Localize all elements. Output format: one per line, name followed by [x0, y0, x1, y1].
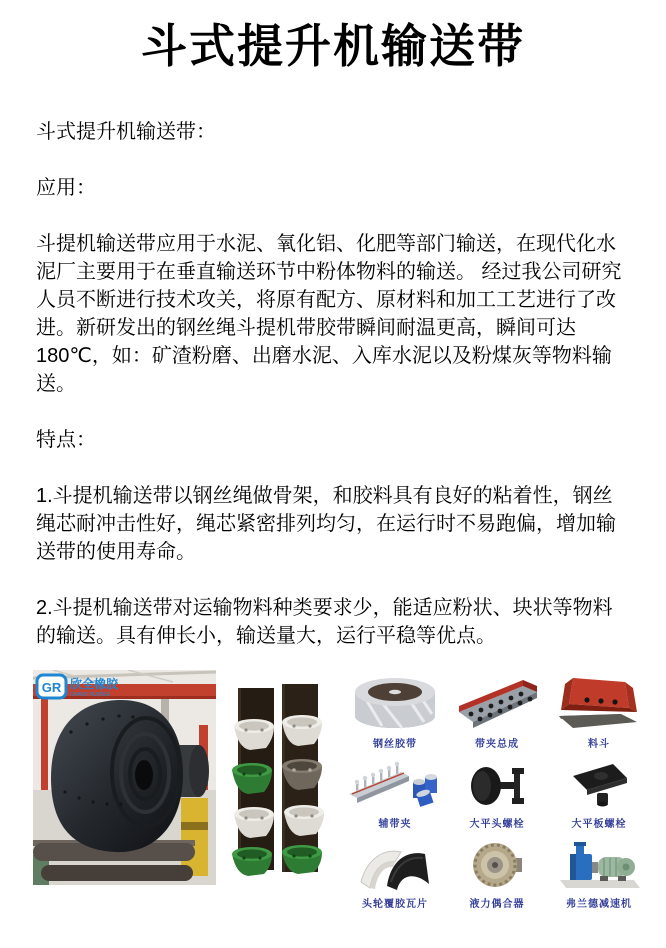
product-grid — [344, 668, 650, 910]
product-label: 大平板螺栓 — [571, 819, 627, 830]
product-label: 头轮覆胶瓦片 — [362, 899, 428, 910]
logo-name-en: GRAND RUBBER — [70, 692, 111, 698]
application-label: 应用： — [36, 177, 96, 199]
product-image-belt-clamp-assembly — [453, 676, 541, 730]
feature-2-paragraph: 2.斗提机输送带对运输物料种类要求少，能适应粉状、块状等物料的输送。具有伸长小，输送量大，运行平稳等优点。 — [36, 597, 613, 647]
product-image-flat-head-bolt — [468, 762, 526, 810]
product-label: 辅带夹 — [378, 819, 412, 830]
product-label: 带夹总成 — [475, 739, 519, 750]
logo-name-cn: 欣全橡胶 — [70, 677, 119, 691]
product-label: 液力偶合器 — [469, 899, 525, 910]
image-gallery — [0, 668, 666, 948]
product-image-flat-plate-bolt — [567, 760, 631, 810]
product-card — [344, 668, 446, 750]
grand-rubber-logo — [37, 675, 119, 698]
product-label: 大平头螺栓 — [469, 819, 525, 830]
product-card — [446, 754, 548, 830]
logo-monogram: GR — [41, 680, 62, 695]
product-image-steel-cord-belt — [352, 672, 438, 730]
elevator-buckets-board-image — [222, 678, 334, 878]
page — [0, 18, 666, 910]
features-label: 特点： — [36, 429, 96, 451]
product-label: 钢丝胶带 — [373, 739, 417, 750]
product-card — [548, 834, 650, 910]
product-label: 料斗 — [588, 739, 610, 750]
intro-label: 斗式提升机输送带： — [36, 121, 216, 143]
product-card — [548, 754, 650, 830]
product-label: 弗兰德减速机 — [566, 899, 632, 910]
feature-1-paragraph: 1.斗提机输送带以钢丝绳做骨架，和胶料具有良好的粘着性，钢丝绳芯耐冲击性好，绳芯紧密排列均匀，在运行时不易跑偏，增加输送带的使用寿命。 — [36, 485, 616, 563]
product-card — [446, 668, 548, 750]
application-paragraph: 斗提机输送带应用于水泥、氧化铝、化肥等部门输送，在现代化水泥厂主要用于在垂直输送环节中粉体物料的输送。 经过我公司研究人员不断进行技术攻关，将原有配方、原材料和加工工艺进行了改进。新研发出的钢丝绳斗提机带胶带瞬间耐温更高，瞬间可达180℃，如：矿渣粉磨、出磨水泥、入库水泥以及粉煤灰等物料输送。 — [36, 233, 622, 395]
product-card — [344, 754, 446, 830]
product-image-hopper — [559, 674, 639, 730]
factory-belt-roll-image — [33, 670, 216, 885]
product-image-fluid-coupling — [469, 840, 525, 890]
product-image-head-wheel-rubber-tiles — [357, 844, 433, 890]
product-image-aux-belt-clamp — [347, 760, 443, 810]
product-card — [344, 834, 446, 910]
page-title: 斗式提升机输送带 — [141, 20, 525, 72]
description-text — [36, 118, 632, 678]
product-card — [548, 668, 650, 750]
product-image-flender-reducer — [556, 840, 642, 890]
product-card — [446, 834, 548, 910]
